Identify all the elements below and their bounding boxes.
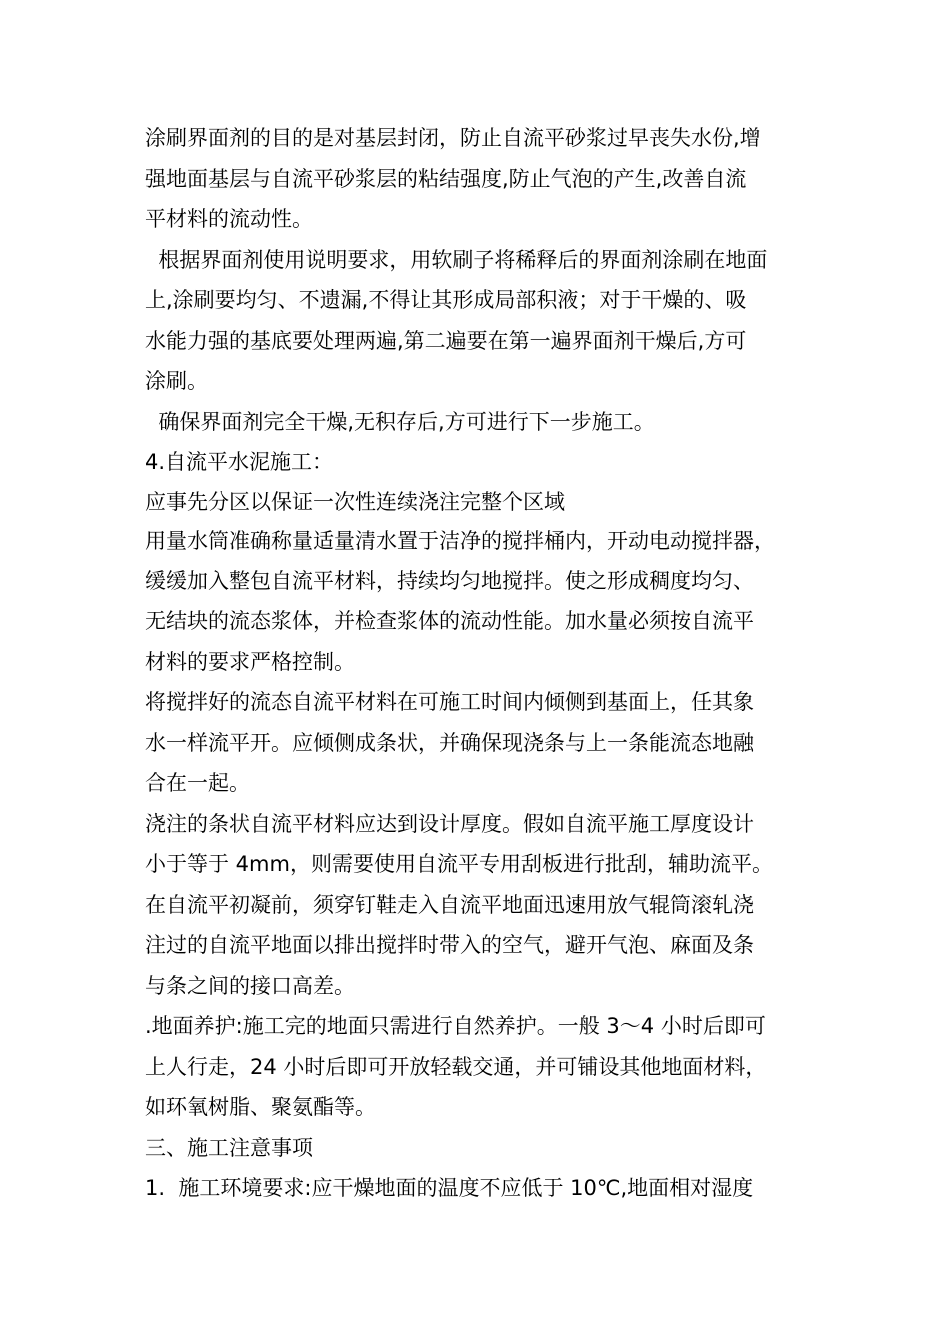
section-heading: 4.自流平水泥施工： [145,450,334,474]
text-line: 上,涂刷要均匀、不遗漏,不得让其形成局部积液；对于干燥的、吸 [145,288,747,312]
text-line: 在自流平初凝前，须穿钉鞋走入自流平地面迅速用放气辊筒滚轧浇 [145,892,754,917]
text-line: 根据界面剂使用说明要求，用软刷子将稀释后的界面剂涂刷在地面 [145,247,768,272]
text-line: 强地面基层与自流平砂浆层的粘结强度,防止气泡的产生,改善自流 [145,166,747,191]
text-line: 确保界面剂完全干燥,无积存后,方可进行下一步施工。 [145,409,655,434]
text-line: .地面养护:施工完的地面只需进行自然养护。一般 3～4 小时后即可 [145,1014,766,1038]
text-line: 1. 施工环境要求:应干燥地面的温度不应低于 10℃,地面相对湿度 [145,1176,754,1200]
text-line: 浇注的条状自流平材料应达到设计厚度。假如自流平施工厚度设计 [145,811,754,836]
text-line: 平材料的流动性。 [145,207,313,231]
text-line: 涂刷界面剂的目的是对基层封闭，防止自流平砂浆过早丧失水份,增 [145,126,761,150]
document-body [145,118,815,1209]
text-line: 将搅拌好的流态自流平材料在可施工时间内倾侧到基面上，任其象 [145,690,754,714]
text-line: 注过的自流平地面以排出搅拌时带入的空气，避开气泡、麻面及条 [145,933,754,957]
text-line: 与条之间的接口高差。 [145,973,355,998]
text-line: 无结块的流态浆体，并检查浆体的流动性能。加水量必须按自流平 [145,609,754,633]
text-line: 材料的要求严格控制。 [145,649,355,674]
text-line: 如环氧树脂、聚氨酯等。 [145,1095,376,1119]
text-line: 用量水筒准确称量适量清水置于洁净的搅拌桶内，开动电动搅拌器， [145,529,775,553]
section-heading: 三、施工注意事项 [145,1135,313,1160]
text-line: 水一样流平开。应倾侧成条状，并确保现浇条与上一条能流态地融 [145,730,754,755]
text-line: 应事先分区以保证一次性连续浇注完整个区域 [145,489,565,514]
text-line: 水能力强的基底要处理两遍,第二遍要在第一遍界面剂干燥后,方可 [145,328,747,353]
text-line: 上人行走，24 小时后即可开放轻载交通，并可铺设其他地面材料， [145,1054,767,1079]
text-line: 缓缓加入整包自流平材料，持续均匀地搅拌。使之形成稠度均匀、 [145,568,754,593]
text-line: 涂刷。 [145,369,208,393]
text-line: 合在一起。 [145,771,250,795]
text-line: 小于等于 4mm，则需要使用自流平专用刮板进行批刮，辅助流平。 [145,852,773,876]
